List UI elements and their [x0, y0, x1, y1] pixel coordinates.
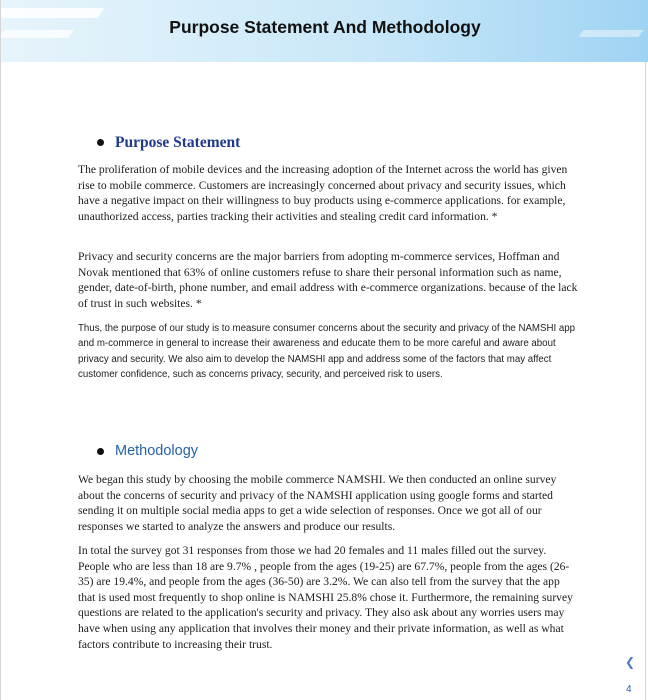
paragraph: In total the survey got 31 responses from those we had 20 females and 11 males filled out the survey. People who are less than 18 are 9.7% , people from the ages (19-25) are 67.7%, people from the ages (26-35) are 19.4%, and people from the ages (36-50) are 3.2%. We can also tell from the survey that the app that is used most frequently to shop online is NAMSHI 25.8% chose it. Furthermore, the remaining survey questions are related to the application's security and privacy. They also ask about any worries users may have when using any application that involves their money and their private information, as well as what factors contribute to increasing their trust. — [78, 544, 573, 651]
paragraph: Privacy and security concerns are the major barriers from adopting m-commerce services, Hoffman and Novak mentioned that 63% of online customers refuse to share their personal information such as name, gender, date-of-birth, phone number, and email address with e-commerce organizations. because of the lack of trust in such websites. * — [78, 250, 578, 310]
section-heading-methodology: Methodology — [115, 443, 199, 459]
paragraph: Thus, the purpose of our study is to measure consumer concerns about the security and privacy of the NAMSHI app and m-commerce in general to increase their awareness and educate them to be more careful and aware about privacy and security. We also aim to develop the NAMSHI app and address some of the factors that may affect customer confidence, such as concerns privacy, security, and perceived risk to users. — [78, 323, 576, 381]
paragraph: We began this study by choosing the mobile commerce NAMSHI. We then conducted an online survey about the concerns of security and privacy of the NAMSHI application using google forms and started sending it on multiple social media apps to get a wide selection of responses. Once we got all of our responses we started to analyze the answers and produce our results. — [78, 473, 557, 533]
paragraph: The proliferation of mobile devices and the increasing adoption of the Internet across the world has given rise to mobile commerce. Customers are increasingly concerned about privacy and security issues, which have a negative impact on their willingness to buy products using e-commerce applications. for example, unauthorized access, parties tracking their activities and stealing credit card information. * — [78, 163, 568, 223]
section-heading-purpose: Purpose Statement — [115, 134, 241, 151]
chevron-left-icon[interactable]: ❮ — [625, 655, 636, 669]
page-number: 4 — [626, 684, 632, 695]
page-title: Purpose Statement And Methodology — [169, 17, 481, 37]
bullet-icon — [97, 139, 104, 146]
bullet-icon — [97, 448, 104, 455]
